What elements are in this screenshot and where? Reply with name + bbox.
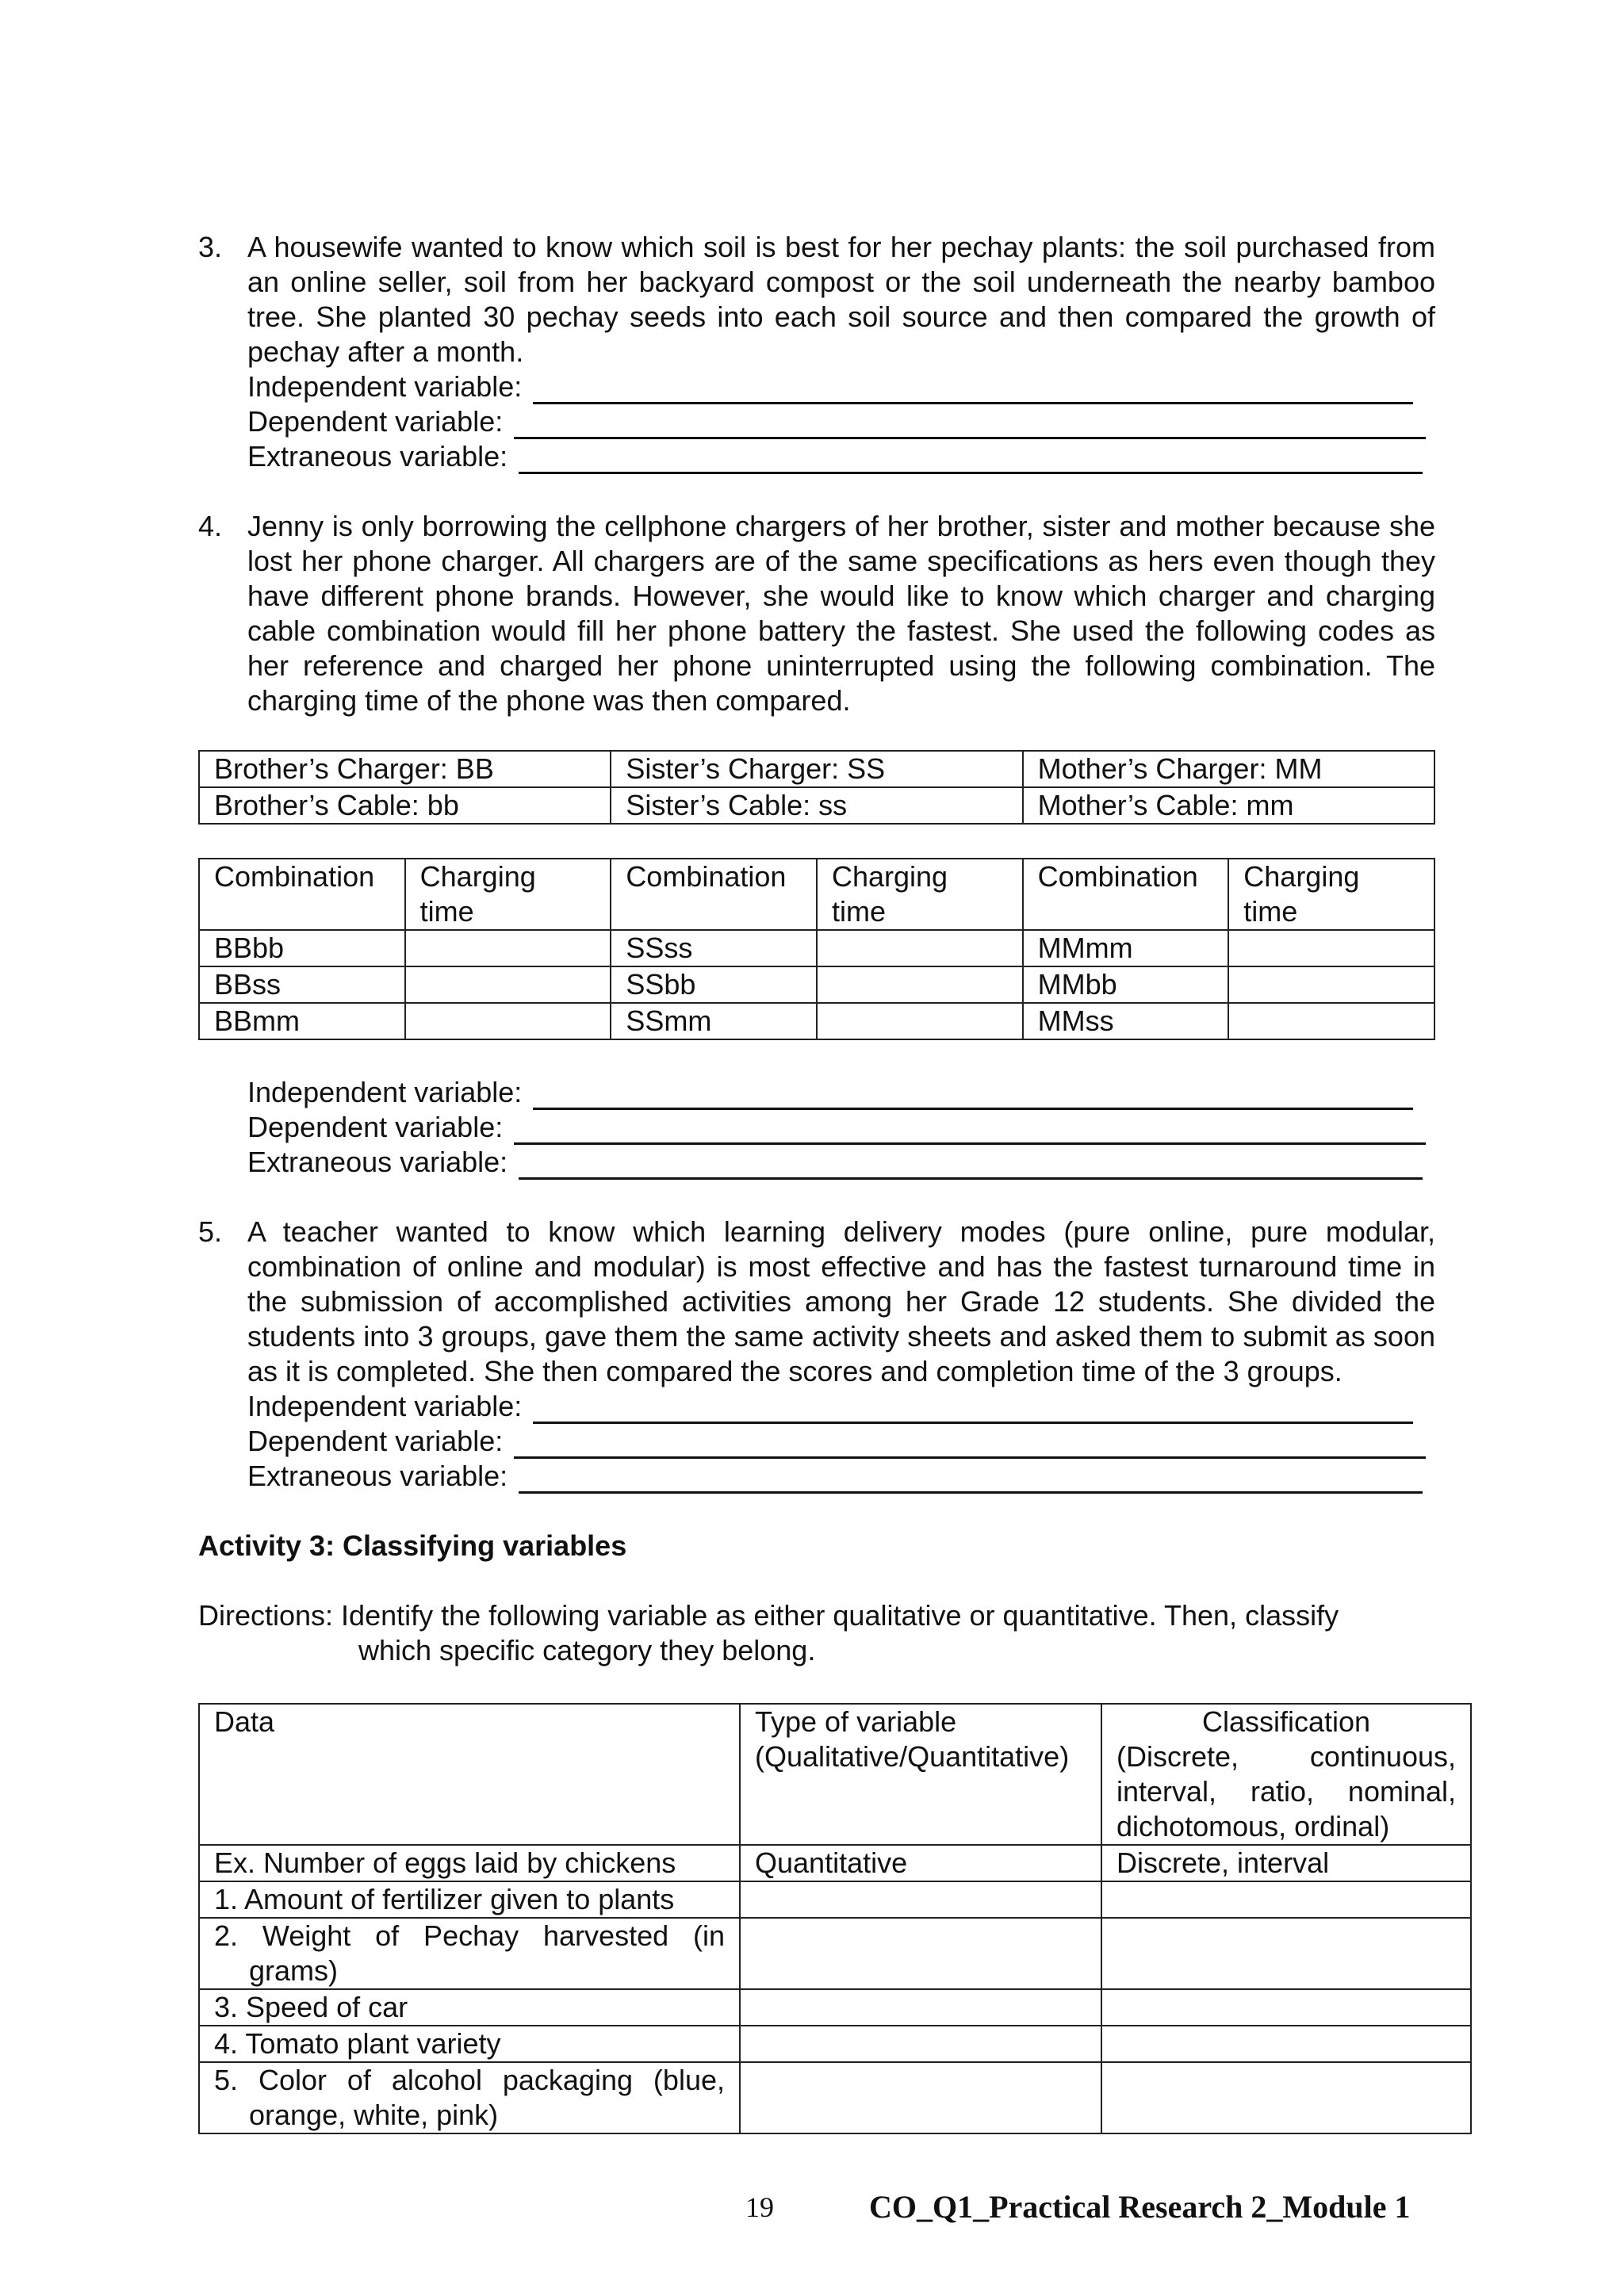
charger-codes-table bbox=[198, 750, 1435, 825]
classification-answer-cell[interactable] bbox=[1101, 2026, 1471, 2062]
question-text: Jenny is only borrowing the cellphone chargers of her brother, sister and mother because she lost her phone charger. All chargers are of the same specifications as hers even though they have different phone brands. However, she would like to know which charger and charging cable combination would fill her phone battery the fastest. She used the following codes as her reference and charged her phone uninterrupted using the following combination. The charging time of the phone was then compared. bbox=[247, 510, 1435, 717]
extraneous-variable-blank[interactable] bbox=[519, 1154, 1423, 1180]
dependent-variable-blank[interactable] bbox=[514, 1119, 1426, 1145]
charging-time-cell[interactable] bbox=[1228, 1003, 1434, 1039]
combination-cell: SSss bbox=[611, 930, 817, 966]
extraneous-variable-row bbox=[247, 1459, 1435, 1494]
table-row bbox=[199, 751, 1434, 787]
data-cell: 1. Amount of fertilizer given to plants bbox=[199, 1881, 740, 1918]
question-4 bbox=[198, 509, 1435, 718]
activity-title: Activity 3: Classifying variables bbox=[198, 1529, 627, 1562]
extraneous-variable-blank[interactable] bbox=[519, 448, 1423, 474]
combination-cell: SSbb bbox=[611, 966, 817, 1003]
dependent-variable-blank[interactable] bbox=[514, 413, 1426, 439]
column-header: Combination bbox=[611, 859, 817, 930]
charging-time-cell[interactable] bbox=[817, 1003, 1023, 1039]
classification-options: (Discrete, continuous, interval, ratio, nominal, dichotomous, ordinal) bbox=[1116, 1740, 1456, 1843]
combination-cell: BBmm bbox=[199, 1003, 405, 1039]
combination-cell: MMbb bbox=[1023, 966, 1229, 1003]
dependent-variable-label: Dependent variable: bbox=[247, 1425, 504, 1457]
table-row bbox=[199, 1989, 1471, 2026]
table-row bbox=[199, 930, 1434, 966]
classification-answer-cell[interactable] bbox=[1101, 1881, 1471, 1918]
table-row bbox=[199, 787, 1434, 824]
dependent-variable-row bbox=[247, 1110, 1435, 1145]
type-answer-cell[interactable] bbox=[740, 1881, 1101, 1918]
type-answer-cell[interactable] bbox=[740, 2062, 1101, 2133]
table-cell: Mother’s Cable: mm bbox=[1023, 787, 1434, 824]
combination-cell: MMmm bbox=[1023, 930, 1229, 966]
worksheet-content bbox=[198, 230, 1456, 2134]
extraneous-variable-label: Extraneous variable: bbox=[247, 440, 508, 473]
independent-variable-row bbox=[247, 369, 1435, 404]
table-row bbox=[199, 2062, 1471, 2133]
independent-variable-label: Independent variable: bbox=[247, 1390, 523, 1422]
example-data-cell: Ex. Number of eggs laid by chickens bbox=[199, 1845, 740, 1881]
module-code: CO_Q1_Practical Research 2_Module 1 bbox=[869, 2189, 1411, 2225]
extraneous-variable-row bbox=[247, 1145, 1435, 1180]
charging-time-cell[interactable] bbox=[405, 1003, 611, 1039]
type-answer-cell[interactable] bbox=[740, 1918, 1101, 1989]
independent-variable-row bbox=[247, 1389, 1435, 1424]
combination-cell: BBss bbox=[199, 966, 405, 1003]
example-type-cell: Quantitative bbox=[740, 1845, 1101, 1881]
table-row bbox=[199, 966, 1434, 1003]
column-header-data: Data bbox=[199, 1704, 740, 1845]
charging-combination-table bbox=[198, 858, 1435, 1040]
classification-answer-cell[interactable] bbox=[1101, 1989, 1471, 2026]
directions-line: Directions: Identify the following variable as either qualitative or quantitative. Then, classify bbox=[198, 1599, 1339, 1632]
table-row-example bbox=[199, 1845, 1471, 1881]
column-header: Charging time bbox=[817, 859, 1023, 930]
table-cell: Brother’s Cable: bb bbox=[199, 787, 611, 824]
charging-time-cell[interactable] bbox=[1228, 930, 1434, 966]
data-cell: 2. Weight of Pechay harvested (in grams) bbox=[199, 1918, 740, 1989]
question-5 bbox=[198, 1215, 1435, 1494]
question-number: 4. bbox=[198, 510, 223, 542]
charging-time-cell[interactable] bbox=[817, 930, 1023, 966]
table-row bbox=[199, 1881, 1471, 1918]
dependent-variable-blank[interactable] bbox=[514, 1433, 1426, 1459]
combination-cell: MMss bbox=[1023, 1003, 1229, 1039]
independent-variable-blank[interactable] bbox=[533, 378, 1413, 404]
table-row bbox=[199, 1003, 1434, 1039]
dependent-variable-row bbox=[247, 404, 1435, 439]
activity-directions bbox=[198, 1598, 1435, 1668]
independent-variable-blank[interactable] bbox=[533, 1398, 1413, 1424]
question-text: A teacher wanted to know which learning delivery modes (pure online, pure modular, combination of online and modular) is most effective and has the fastest turnaround time in the submission of accomplished activities among her Grade 12 students. She divided the students into 3 groups, gave them the same activity sheets and asked them to submit as soon as it is completed. She then compared the scores and completion time of the 3 groups. bbox=[247, 1215, 1435, 1387]
column-header: Charging time bbox=[1228, 859, 1434, 930]
question-number: 3. bbox=[198, 231, 223, 263]
classification-answer-cell[interactable] bbox=[1101, 1918, 1471, 1989]
data-cell: 3. Speed of car bbox=[199, 1989, 740, 2026]
charging-time-cell[interactable] bbox=[405, 930, 611, 966]
dependent-variable-label: Dependent variable: bbox=[247, 1111, 504, 1143]
table-header-row bbox=[199, 859, 1434, 930]
table-cell: Mother’s Charger: MM bbox=[1023, 751, 1434, 787]
extraneous-variable-label: Extraneous variable: bbox=[247, 1460, 508, 1492]
example-classification-cell: Discrete, interval bbox=[1101, 1845, 1471, 1881]
independent-variable-row bbox=[247, 1075, 1435, 1110]
directions-line: which specific category they belong. bbox=[358, 1634, 816, 1667]
page-footer bbox=[0, 2190, 1624, 2229]
table-cell: Brother’s Charger: BB bbox=[199, 751, 611, 787]
column-header-classification bbox=[1101, 1704, 1471, 1845]
dependent-variable-label: Dependent variable: bbox=[247, 405, 504, 438]
column-header: Combination bbox=[199, 859, 405, 930]
question-text: A housewife wanted to know which soil is best for her pechay plants: the soil purchased from an online seller, soil from her backyard compost or the soil underneath the nearby bamboo tree. She planted 30 pechay seeds into each soil source and then compared the growth of pechay after a month. bbox=[247, 231, 1435, 368]
independent-variable-label: Independent variable: bbox=[247, 1076, 523, 1108]
combination-cell: BBbb bbox=[199, 930, 405, 966]
data-cell: 4. Tomato plant variety bbox=[199, 2026, 740, 2062]
dependent-variable-row bbox=[247, 1424, 1435, 1459]
table-cell: Sister’s Charger: SS bbox=[611, 751, 1022, 787]
table-header-row bbox=[199, 1704, 1471, 1845]
extraneous-variable-row bbox=[247, 439, 1435, 474]
charging-time-cell[interactable] bbox=[1228, 966, 1434, 1003]
combination-cell: SSmm bbox=[611, 1003, 817, 1039]
extraneous-variable-blank[interactable] bbox=[519, 1468, 1423, 1494]
data-cell: 5. Color of alcohol packaging (blue, orange, white, pink) bbox=[199, 2062, 740, 2133]
charging-time-cell[interactable] bbox=[817, 966, 1023, 1003]
column-header-type: Type of variable (Qualitative/Quantitative) bbox=[740, 1704, 1101, 1845]
question-number: 5. bbox=[198, 1215, 223, 1248]
page-number: 19 bbox=[745, 2191, 774, 2223]
table-row bbox=[199, 2026, 1471, 2062]
independent-variable-blank[interactable] bbox=[533, 1084, 1413, 1110]
question-3 bbox=[198, 230, 1435, 474]
charging-time-cell[interactable] bbox=[405, 966, 611, 1003]
classification-answer-cell[interactable] bbox=[1101, 2062, 1471, 2133]
question-4-variables bbox=[198, 1075, 1435, 1180]
type-answer-cell[interactable] bbox=[740, 1989, 1101, 2026]
extraneous-variable-label: Extraneous variable: bbox=[247, 1146, 508, 1178]
table-cell: Sister’s Cable: ss bbox=[611, 787, 1022, 824]
table-row bbox=[199, 1918, 1471, 1989]
column-header: Combination bbox=[1023, 859, 1229, 930]
type-answer-cell[interactable] bbox=[740, 2026, 1101, 2062]
classification-title: Classification bbox=[1201, 1705, 1371, 1738]
independent-variable-label: Independent variable: bbox=[247, 370, 523, 403]
classification-table bbox=[198, 1703, 1472, 2134]
column-header: Charging time bbox=[405, 859, 611, 930]
